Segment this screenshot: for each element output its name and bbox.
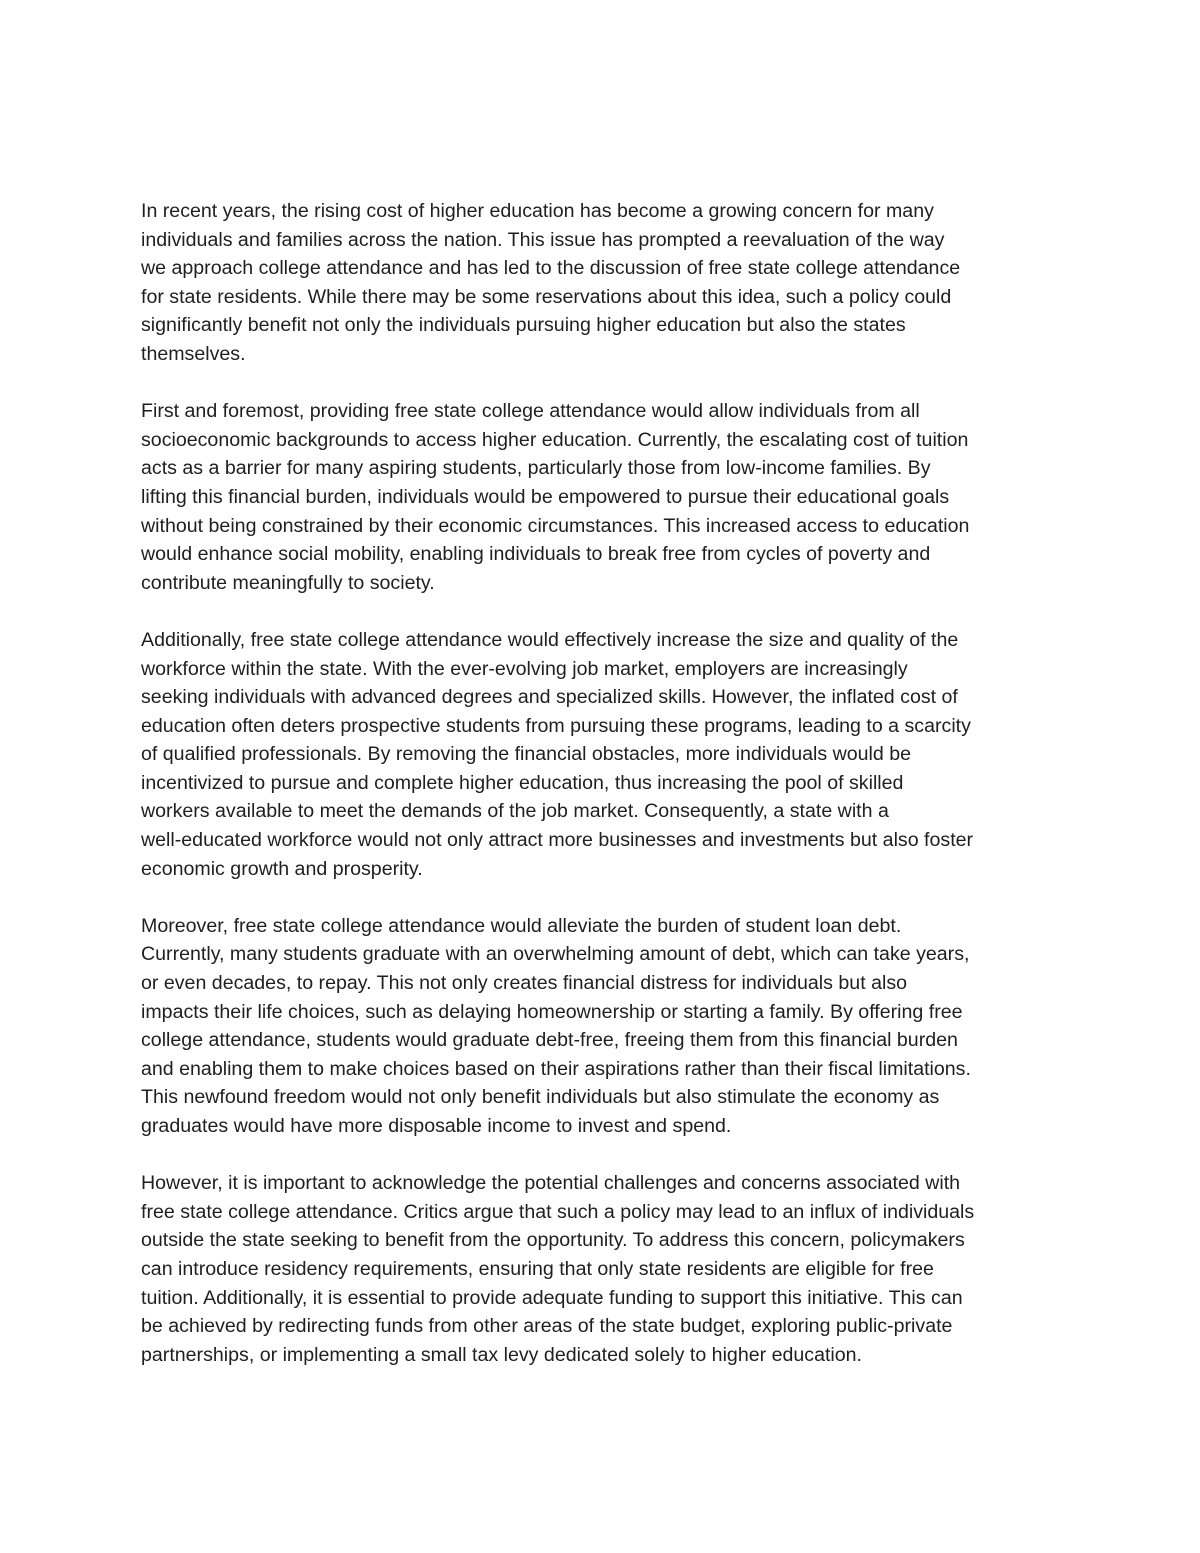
text-line: impacts their life choices, such as delaying homeownership or starting a family. By offering free	[141, 1000, 963, 1023]
text-line: In recent years, the rising cost of higher education has become a growing concern for many	[141, 200, 934, 222]
text-line: lifting this financial burden, individuals would be empowered to pursue their educational goals	[141, 485, 950, 508]
text-line: Currently, many students graduate with an overwhelming amount of debt, which can take years,	[141, 943, 970, 966]
text-line: economic growth and prosperity.	[141, 857, 423, 880]
text-line: education often deters prospective students from pursuing these programs, leading to a scarcity	[141, 714, 971, 737]
text-line: of qualified professionals. By removing the financial obstacles, more individuals would be	[141, 743, 912, 766]
text-line: would enhance social mobility, enabling individuals to break free from cycles of poverty and	[141, 543, 931, 566]
text-line: or even decades, to repay. This not only creates financial distress for individuals but also	[141, 972, 908, 995]
text-line: workers available to meet the demands of the job market. Consequently, a state with a	[141, 800, 889, 823]
paragraph-challenges	[141, 1169, 1071, 1369]
text-line: significantly benefit not only the individuals pursuing higher education but also the states	[141, 314, 906, 337]
text-line: incentivized to pursue and complete higher education, thus increasing the pool of skilled	[141, 771, 904, 794]
text-line: partnerships, or implementing a small tax levy dedicated solely to higher education.	[141, 1343, 862, 1366]
text-line: This newfound freedom would not only benefit individuals but also stimulate the economy as	[141, 1086, 940, 1109]
text-line: college attendance, students would graduate debt-free, freeing them from this financial burden	[141, 1029, 958, 1052]
text-line: themselves.	[141, 342, 246, 365]
text-line: without being constrained by their economic circumstances. This increased access to education	[141, 514, 970, 537]
text-line: However, it is important to acknowledge the potential challenges and concerns associated with	[141, 1172, 961, 1195]
text-line: well-educated workforce would not only attract more businesses and investments but also foster	[141, 829, 974, 852]
text-line: be achieved by redirecting funds from other areas of the state budget, exploring public-private	[141, 1315, 953, 1338]
text-line: outside the state seeking to benefit from the opportunity. To address this concern, policymakers	[141, 1229, 965, 1252]
text-line: tuition. Additionally, it is essential to provide adequate funding to support this initiative. This can	[141, 1286, 963, 1309]
text-line: free state college attendance. Critics argue that such a policy may lead to an influx of individuals	[141, 1200, 975, 1223]
text-line: seeking individuals with advanced degrees and specialized skills. However, the inflated cost of	[141, 686, 958, 709]
text-line: graduates would have more disposable income to invest and spend.	[141, 1115, 732, 1137]
paragraph-access	[141, 397, 1071, 597]
paragraph-intro	[141, 197, 1071, 369]
paragraph-debt	[141, 912, 1071, 1141]
text-line: Moreover, free state college attendance would alleviate the burden of student loan debt.	[141, 914, 902, 937]
document-body	[141, 197, 1071, 1398]
text-line: for state residents. While there may be some reservations about this idea, such a policy could	[141, 285, 952, 308]
text-line: workforce within the state. With the ever-evolving job market, employers are increasingly	[141, 657, 908, 680]
text-line: and enabling them to make choices based on their aspirations rather than their fiscal limitations.	[141, 1057, 971, 1080]
text-line: we approach college attendance and has led to the discussion of free state college attendance	[141, 257, 961, 280]
text-line: can introduce residency requirements, ensuring that only state residents are eligible for free	[141, 1257, 934, 1280]
paragraph-workforce	[141, 626, 1071, 883]
text-line: individuals and families across the nation. This issue has prompted a reevaluation of the way	[141, 228, 945, 251]
text-line: acts as a barrier for many aspiring students, particularly those from low-income families. By	[141, 457, 931, 480]
text-line: Additionally, free state college attendance would effectively increase the size and quality of the	[141, 628, 959, 651]
text-line: First and foremost, providing free state college attendance would allow individuals from all	[141, 400, 920, 423]
text-line: contribute meaningfully to society.	[141, 571, 435, 594]
text-line: socioeconomic backgrounds to access higher education. Currently, the escalating cost of tuition	[141, 428, 969, 451]
